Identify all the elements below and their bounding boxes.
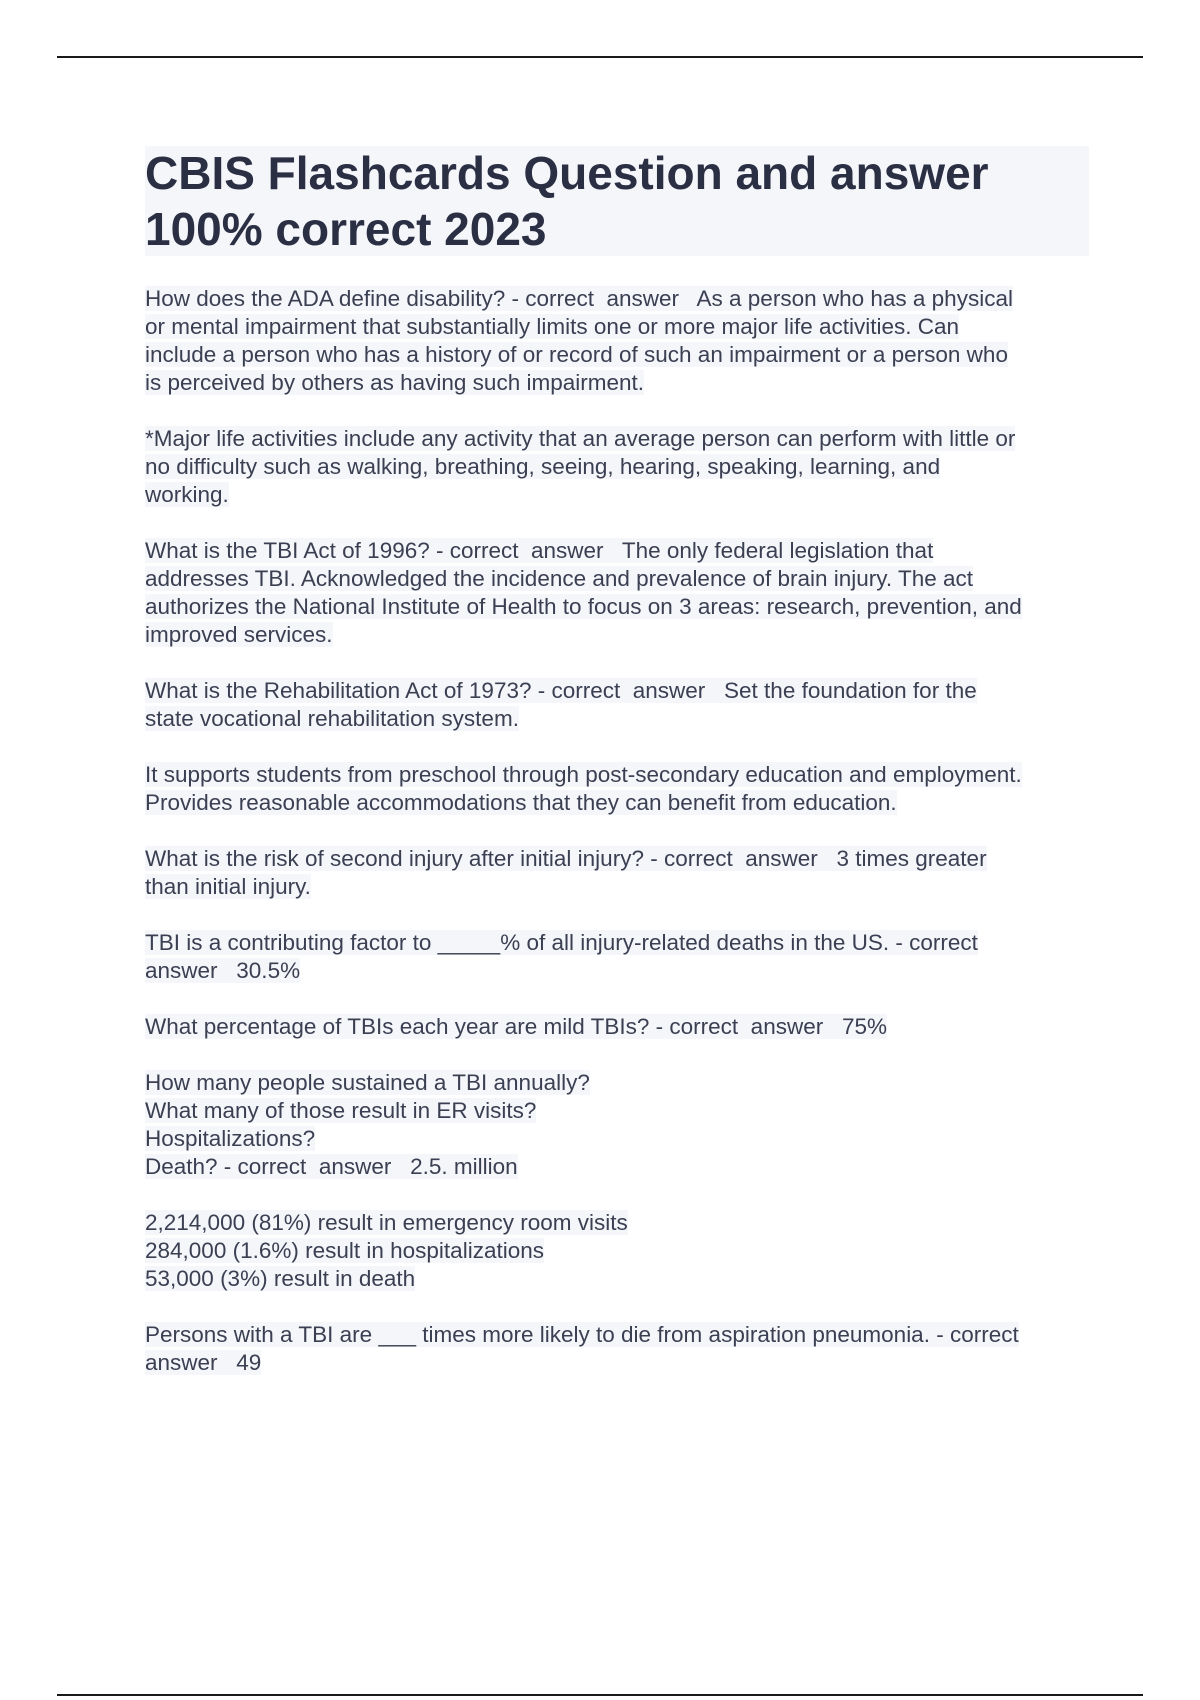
text-line: answer 49 [145,1350,262,1375]
flashcard-mild-tbi [145,1013,1095,1041]
text-line: state vocational rehabilitation system. [145,706,519,731]
text-line: What many of those result in ER visits? [145,1098,537,1123]
document-body [145,285,1095,1405]
title-line: 100% correct 2023 [145,203,547,255]
text-line: How does the ADA define disability? - correct answer As a person who has a physical [145,286,1013,311]
bottom-rule [57,1694,1143,1696]
text-line: addresses TBI. Acknowledged the incidence and prevalence of brain injury. The act [145,566,974,591]
text-line: How many people sustained a TBI annually? [145,1070,590,1095]
text-line: working. [145,482,229,507]
text-line: 53,000 (3%) result in death [145,1266,416,1291]
text-line: is perceived by others as having such impairment. [145,370,644,395]
text-line: What is the risk of second injury after initial injury? - correct answer 3 times greater [145,846,987,871]
flashcard-tbi-annual [145,1069,1095,1181]
text-line: or mental impairment that substantially limits one or more major life activities. Can [145,314,960,339]
text-line: authorizes the National Institute of Health to focus on 3 areas: research, prevention, and [145,594,1022,619]
text-line: no difficulty such as walking, breathing, seeing, hearing, speaking, learning, and [145,454,941,479]
text-line: answer 30.5% [145,958,301,983]
title-line: CBIS Flashcards Question and answer [145,147,989,199]
text-line: *Major life activities include any activity that an average person can perform with little or [145,426,1016,451]
text-line: Death? - correct answer 2.5. million [145,1154,518,1179]
text-line: What is the Rehabilitation Act of 1973? - correct answer Set the foundation for the [145,678,977,703]
text-line: TBI is a contributing factor to _____% of all injury-related deaths in the US. - correct [145,930,978,955]
text-line: 284,000 (1.6%) result in hospitalizations [145,1238,544,1263]
text-line: Provides reasonable accommodations that they can benefit from education. [145,790,897,815]
text-line: than initial injury. [145,874,311,899]
text-line: What percentage of TBIs each year are mild TBIs? - correct answer 75% [145,1014,887,1039]
text-line: Persons with a TBI are ___ times more likely to die from aspiration pneumonia. - correct [145,1322,1019,1347]
note-major-life-activities [145,425,1095,509]
text-line: 2,214,000 (81%) result in emergency room visits [145,1210,628,1235]
text-line: What is the TBI Act of 1996? - correct answer The only federal legislation that [145,538,934,563]
text-line: include a person who has a history of or record of such an impairment or a person who [145,342,1008,367]
flashcard-second-injury-risk [145,845,1095,901]
text-line: It supports students from preschool through post-secondary education and employment. [145,762,1022,787]
flashcard-tbi-act [145,537,1095,649]
text-line: Hospitalizations? [145,1126,316,1151]
document-title [145,145,1089,257]
note-rehabilitation-act [145,761,1095,817]
text-line: improved services. [145,622,333,647]
flashcard-rehabilitation-act [145,677,1095,733]
flashcard-ada-disability [145,285,1095,397]
flashcard-aspiration-pneumonia [145,1321,1095,1377]
note-tbi-statistics [145,1209,1095,1293]
top-rule [57,56,1143,58]
flashcard-tbi-deaths [145,929,1095,985]
